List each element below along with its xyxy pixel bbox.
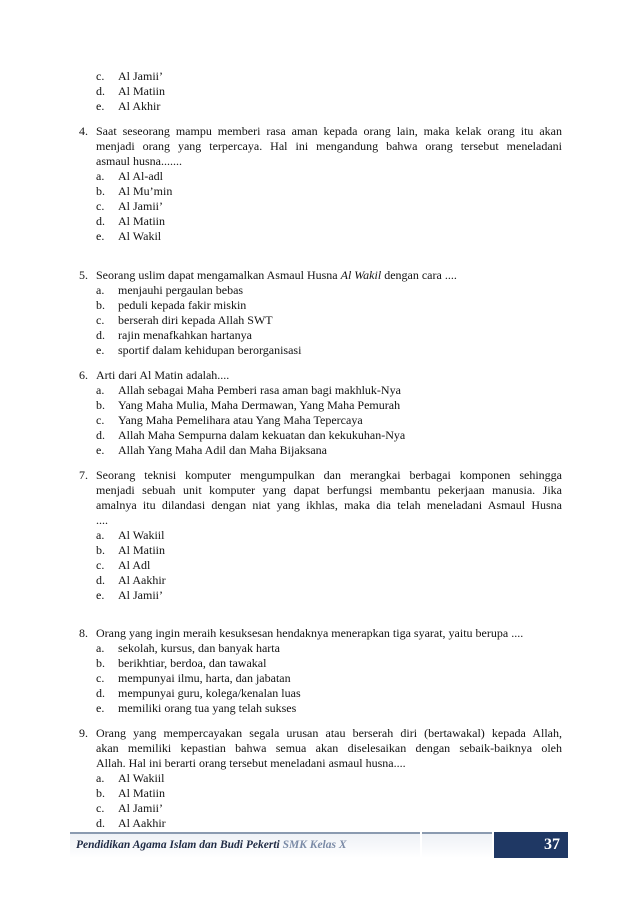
option-letter: e. bbox=[96, 99, 105, 113]
question-7-line-1: Seorang teknisi komputer mengumpulkan dan merangkai berbagai komponen sehingga bbox=[96, 468, 562, 482]
question-8-text: Orang yang ingin meraih kesuksesan hendaknya menerapkan tiga syarat, yaitu berupa .... bbox=[96, 626, 524, 640]
option-letter: d. bbox=[96, 428, 105, 442]
option-text: Al Matiin bbox=[118, 786, 165, 800]
option-text: memiliki orang tua yang telah sukses bbox=[118, 701, 297, 715]
option-letter: b. bbox=[96, 786, 105, 800]
option-letter: d. bbox=[96, 573, 105, 587]
option-letter: e. bbox=[96, 588, 105, 602]
option-letter: d. bbox=[96, 214, 105, 228]
option-text: sportif dalam kehidupan berorganisasi bbox=[118, 343, 302, 357]
option-letter: a. bbox=[96, 383, 105, 397]
option-text: mempunyai ilmu, harta, dan jabatan bbox=[118, 671, 291, 685]
option-letter: d. bbox=[96, 686, 105, 700]
option-letter: e. bbox=[96, 443, 105, 457]
question-4-line-2: menjadi orang yang terpercaya. Hal ini mengandung bahwa orang tersebut meneladani bbox=[96, 139, 562, 153]
footer-title bbox=[76, 839, 347, 851]
option-text: Al Matiin bbox=[118, 543, 165, 557]
option-text: Allah sebagai Maha Pemberi rasa aman bagi makhluk-Nya bbox=[118, 383, 401, 397]
option-letter: a. bbox=[96, 283, 105, 297]
question-7-line-3: amalnya itu dilandasi dengan niat yang ikhlas, maka dia telah meneladani Asmaul Husna bbox=[96, 498, 562, 512]
option-letter: c. bbox=[96, 558, 105, 572]
option-letter: a. bbox=[96, 771, 105, 785]
option-text: menjauhi pergaulan bebas bbox=[118, 283, 244, 297]
question-9-line-1: Orang yang mempercayakan segala urusan atau berserah diri (bertawakal) kepada Allah, bbox=[96, 726, 562, 740]
question-6-text: Arti dari Al Matin adalah.... bbox=[96, 368, 230, 382]
option-letter: e. bbox=[96, 229, 105, 243]
option-text: Allah Yang Maha Adil dan Maha Bijaksana bbox=[118, 443, 327, 457]
option-letter: b. bbox=[96, 656, 105, 670]
option-text: Al Jamii’ bbox=[118, 588, 163, 602]
option-letter: c. bbox=[96, 413, 105, 427]
question-5-text: Seorang uslim dapat mengamalkan Asmaul Husna Al Wakil dengan cara .... bbox=[96, 268, 457, 282]
option-text: Al Aakhir bbox=[118, 573, 166, 587]
book-subtitle: SMK Kelas X bbox=[282, 839, 347, 851]
option-letter: a. bbox=[96, 528, 105, 542]
option-letter: c. bbox=[96, 801, 105, 815]
option-text: rajin menafkahkan hartanya bbox=[118, 328, 252, 342]
option-letter: e. bbox=[96, 701, 105, 715]
option-text: Yang Maha Pemelihara atau Yang Maha Tepercaya bbox=[118, 413, 363, 427]
option-letter: d. bbox=[96, 328, 105, 342]
option-letter: b. bbox=[96, 184, 105, 198]
option-text: berikhtiar, berdoa, dan tawakal bbox=[118, 656, 267, 670]
page-number-box bbox=[494, 832, 568, 858]
option-letter: c. bbox=[96, 69, 105, 83]
option-letter: d. bbox=[96, 84, 105, 98]
option-text: Al Matiin bbox=[118, 84, 165, 98]
asmaul-husna-term: Al Wakil bbox=[340, 268, 382, 282]
option-text: sekolah, kursus, dan banyak harta bbox=[118, 641, 280, 655]
question-9-line-2: akan memiliki kepastian bahwa semua akan diselesaikan dengan sebaik-baiknya oleh bbox=[96, 741, 562, 755]
option-text: Al Matiin bbox=[118, 214, 165, 228]
option-letter: b. bbox=[96, 543, 105, 557]
option-text: Allah Maha Sempurna dalam kekuatan dan kekukuhan-Nya bbox=[118, 428, 406, 442]
option-text: Al Akhir bbox=[118, 99, 161, 113]
option-text: peduli kepada fakir miskin bbox=[118, 298, 247, 312]
option-letter: b. bbox=[96, 298, 105, 312]
page-footer bbox=[70, 832, 568, 856]
option-text: mempunyai guru, kolega/kenalan luas bbox=[118, 686, 301, 700]
option-text: Al Wakiil bbox=[118, 771, 165, 785]
page-number: 37 bbox=[544, 836, 560, 853]
option-letter: e. bbox=[96, 343, 105, 357]
option-text: Al Jamii’ bbox=[118, 69, 163, 83]
question-4-line-1: Saat seseorang mampu memberi rasa aman kepada orang lain, maka kelak orang itu akan bbox=[96, 124, 562, 138]
footer-divider bbox=[422, 832, 492, 858]
option-text: Al Adl bbox=[118, 558, 151, 572]
option-text: Al Wakil bbox=[118, 229, 162, 243]
book-title: Pendidikan Agama Islam dan Budi Pekerti bbox=[76, 839, 280, 851]
option-letter: c. bbox=[96, 671, 105, 685]
question-4-line-3: asmaul husna....... bbox=[96, 154, 182, 168]
document-page: c. Al Jamii’ d. Al Matiin e. Al Akhir 4. Saat seseorang mampu memberi rasa aman kepada orang lain, maka kelak orang itu akan menjadi orang yang terpercaya. Hal ini mengandung bahwa orang tersebut meneladani asmaul husna....... a. Al Al-adl b. Al Mu’min c. Al Jamii’ d. Al Matiin e. Al Wakil 5. Seorang uslim dapat mengamalkan Asmaul Husna Al Wakil dengan cara .... a. menjauhi pergaulan bebas b. peduli kepada fakir miskin c. berserah diri kepada Allah SWT d. rajin menafkahkan hartanya e. sportif dalam kehidupan berorganisasi 6. Arti dari Al Matin adalah.... a. Allah sebagai Maha Pemberi rasa aman bagi makhluk-Nya b. Yang Maha Mulia, Maha Dermawan, Yang Maha Pemurah c. Yang Maha Pemelihara atau Yang Maha Tepercaya d. Allah Maha Sempurna dalam kekuatan dan kekukuhan-Nya e. Allah Yang Maha Adil dan Maha Bijaksana 7. Seorang teknisi komputer mengumpulkan dan merangkai berbagai komponen sehingga menjadi sebuah unit komputer yang dapat berfungsi membantu pekerjaan manusia. Jika amalnya itu dilandasi dengan niat yang ikhlas, maka dia telah meneladani Asmaul Husna .... a. Al Wakiil b. Al Matiin c. Al Adl d. Al Aakhir e. Al Jamii’ 8. Orang yang ingin meraih kesuksesan hendaknya menerapkan tiga syarat, yaitu berupa .... a. sekolah, kursus, dan banyak harta b. berikhtiar, berdoa, dan tawakal c. mempunyai ilmu, harta, dan jabatan d. mempunyai guru, kolega/kenalan luas e. memiliki orang tua yang telah sukses 9. Orang yang mempercayakan segala urusan atau berserah diri (bertawakal) kepada Allah, akan memiliki kepastian bahwa semua akan diselesaikan dengan sebaik-baiknya oleh Allah. Hal ini berarti orang tersebut meneladani asmaul husna.... a. Al Wakiil b. Al Matiin c. Al Jamii’ d. Al Aakhir Pendidikan Agama Islam dan Budi Pekerti SMK Kelas X 37 bbox=[0, 0, 638, 903]
option-text: berserah diri kepada Allah SWT bbox=[118, 313, 273, 327]
option-letter: c. bbox=[96, 199, 105, 213]
option-text: Al Aakhir bbox=[118, 816, 166, 830]
option-letter: c. bbox=[96, 313, 105, 327]
footer-title-bar bbox=[70, 832, 420, 858]
question-7-line-2: menjadi sebuah unit komputer yang dapat berfungsi membantu pekerjaan manusia. Jika bbox=[96, 483, 562, 497]
option-text: Al Jamii’ bbox=[118, 801, 163, 815]
option-text: Yang Maha Mulia, Maha Dermawan, Yang Maha Pemurah bbox=[118, 398, 401, 412]
option-letter: b. bbox=[96, 398, 105, 412]
option-text: Al Jamii’ bbox=[118, 199, 163, 213]
option-text: Al Al-adl bbox=[118, 169, 163, 183]
option-text: Al Wakiil bbox=[118, 528, 165, 542]
option-letter: a. bbox=[96, 641, 105, 655]
option-letter: d. bbox=[96, 816, 105, 830]
option-letter: a. bbox=[96, 169, 105, 183]
option-text: Al Mu’min bbox=[118, 184, 173, 198]
question-9-line-3: Allah. Hal ini berarti orang tersebut meneladani asmaul husna.... bbox=[96, 756, 406, 770]
question-7-line-4: .... bbox=[96, 513, 108, 527]
